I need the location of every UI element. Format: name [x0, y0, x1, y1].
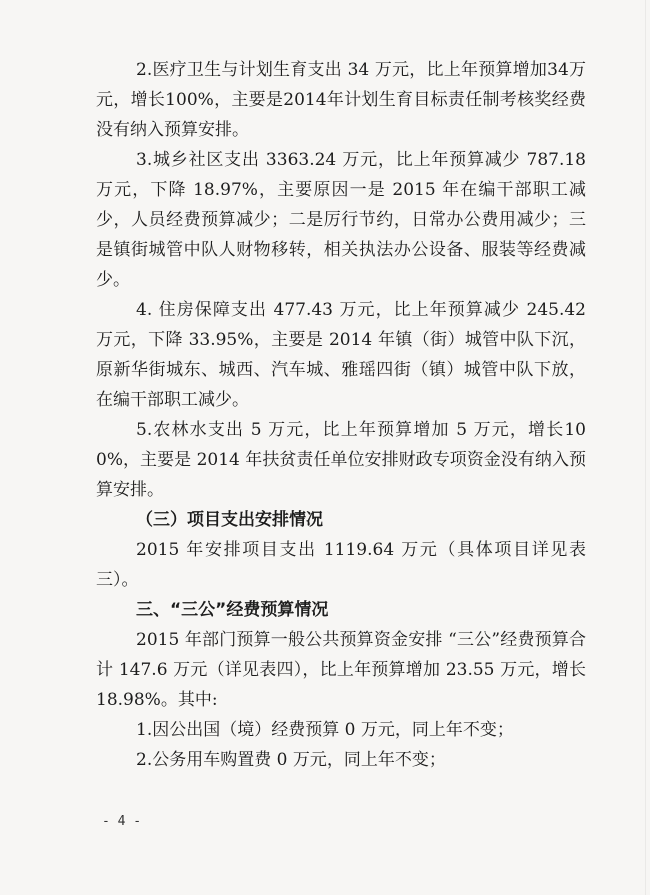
page-number: - 4 -	[102, 814, 142, 829]
scan-edge	[645, 0, 646, 895]
paragraph-agriculture: 5.农林水支出 5 万元，比上年预算增加 5 万元，增长100%，主要是 2014 年扶贫责任单位安排财政专项资金没有纳入预算安排。	[96, 420, 586, 500]
paragraph-project-spending: 2015 年安排项目支出 1119.64 万元（具体项目详见表三）。	[96, 540, 586, 590]
paragraph-medical-health: 2.医疗卫生与计划生育支出 34 万元，比上年预算增加34万元，增长100%，主要是2014年计划生育目标责任制考核奖经费没有纳入预算安排。	[96, 60, 586, 140]
paragraph-overseas-travel: 1.因公出国（境）经费预算 0 万元，同上年不变；	[136, 720, 514, 740]
paragraph-housing: 4. 住房保障支出 477.43 万元，比上年预算减少 245.42 万元，下降 33.95%，主要是 2014 年镇（街）城管中队下沉，原新华街城东、城西、汽车城、雅瑶四街（镇）城管中队下放，在编干部职工减少。	[96, 300, 586, 410]
paragraph-three-public-total: 2015 年部门预算一般公共预算资金安排 “三公”经费预算合计 147.6 万元（详见表四），比上年预算增加 23.55 万元，增长 18.98%。其中:	[96, 630, 586, 710]
paragraph-urban-community: 3.城乡社区支出 3363.24 万元，比上年预算减少 787.18 万元，下降 18.97%，主要原因一是 2015 年在编干部职工减少，人员经费预算减少；二是厉行节约，日常办公费用减少；三是镇街城管中队人财物移转，相关执法办公设备、服装等经费减少。	[96, 150, 586, 290]
section-heading-three-public: 三、“三公”经费预算情况	[136, 600, 329, 620]
document-body	[96, 55, 586, 775]
paragraph-vehicle-purchase: 2.公务用车购置费 0 万元，同上年不变；	[136, 750, 446, 770]
section-heading-project-spending: （三）项目支出安排情况	[136, 510, 323, 530]
